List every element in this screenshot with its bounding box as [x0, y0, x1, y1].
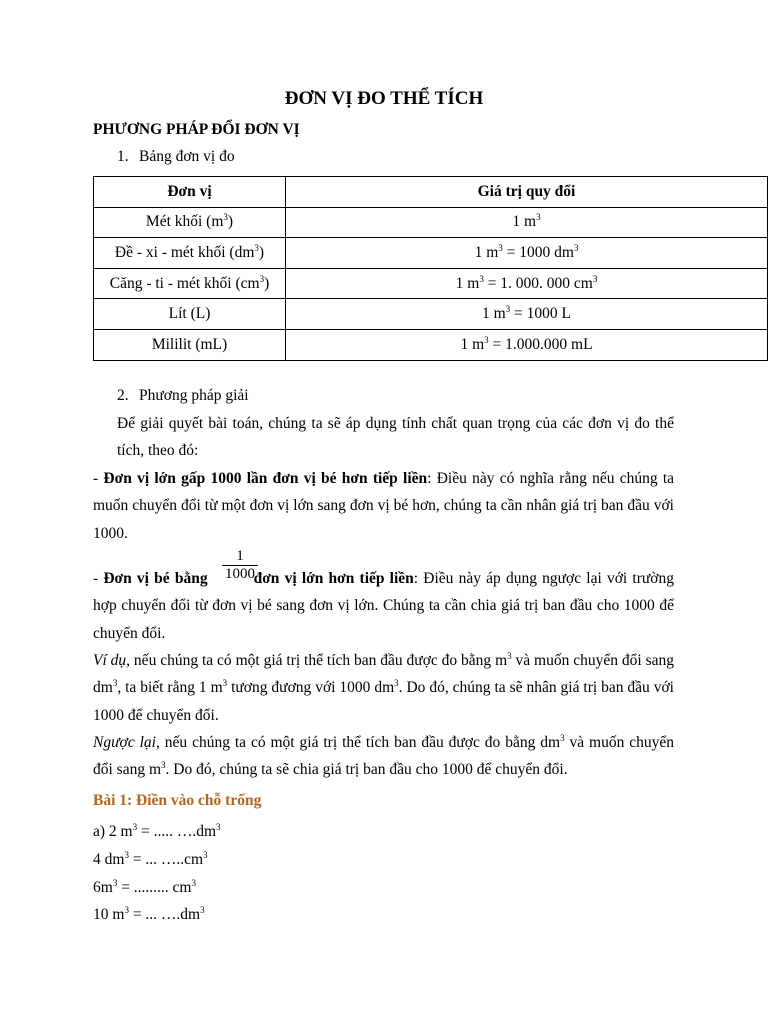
- rule-2-text: : Điều này áp dụng ngược lại với trường hợp chuyển đổi từ đơn vị bé sang đơn vị lớn. Chúng ta cần chia giá trị ban đầu cho 1000 để chuyển đổi.: [93, 570, 674, 642]
- table-header-unit: Đơn vị: [94, 177, 286, 208]
- table-header-value: Giá trị quy đổi: [286, 177, 768, 208]
- intro-paragraph: Để giải quyết bài toán, chúng ta sẽ áp dụng tính chất quan trọng của các đơn vị đo thể tích, theo đó:: [117, 415, 674, 460]
- list-label: Phương pháp giải: [139, 387, 249, 404]
- table-cell: Đề - xi - mét khối $(dm^3)$: [94, 238, 286, 269]
- list-number: 1.: [117, 148, 129, 165]
- exercise-line: a) 2 $m^3$ = ..... $\dots.dm^3$: [93, 821, 221, 840]
- list-item-1: [117, 148, 235, 166]
- example-2-label: Ngược lại,: [93, 734, 160, 751]
- table-cell: 1 $m^3 = 1000$ L: [286, 299, 768, 330]
- table-row: [94, 207, 768, 238]
- rule-2-paragraph: - Đơn vị bé bằng đơn vị lớn hơn tiếp liền: Điều này áp dụng ngược lại với trường hợp chuyển đổi từ đơn vị bé sang đơn vị lớn. Chúng ta cần chia giá trị ban đầu cho 1000 để chuyển đổi.: [93, 570, 674, 642]
- unit-table: [93, 176, 768, 361]
- exercise-line: 4 $dm^3$ = ... $\dots..cm^3$: [93, 849, 208, 868]
- fraction-denominator: 1000: [225, 566, 255, 582]
- table-cell: Căng - ti - mét khối $(cm^3)$: [94, 268, 286, 299]
- list-item-2: [117, 387, 249, 405]
- table-cell: 1 $m^3 = 1000$ $dm^3$: [286, 238, 768, 269]
- table-cell: 1 $m^3 = 1.000.000$ mL: [286, 329, 768, 360]
- table-header-row: [94, 177, 768, 208]
- table-cell: Mét khối $(m^3)$: [94, 207, 286, 238]
- table-row: [94, 299, 768, 330]
- exercise-line: 10 $m^3$ = ... $\dots.dm^3$: [93, 904, 205, 923]
- rule-1-bold: Đơn vị lớn gấp 1000 lần đơn vị bé hơn tiếp liền: [103, 470, 428, 487]
- table-cell: Lít (L): [94, 299, 286, 330]
- rule-2-bold-a: Đơn vị bé bằng: [103, 570, 208, 587]
- exercise-line: $6m^3$ = ......... $cm^3$: [93, 877, 196, 896]
- example-1-label: Ví dụ,: [93, 652, 131, 669]
- list-number: 2.: [117, 387, 129, 404]
- section-heading: PHƯƠNG PHÁP ĐỔI ĐƠN VỊ: [93, 121, 300, 138]
- table-row: [94, 329, 768, 360]
- rule-2-bold-b: đơn vị lớn hơn tiếp liền: [253, 570, 414, 587]
- example-1-paragraph: [93, 647, 674, 729]
- rule-1-text: : Điều này có nghĩa rằng nếu chúng ta muốn chuyển đổi từ một đơn vị lớn sang đơn vị bé hơn, chúng ta cần nhân giá trị ban đầu với 1000.: [93, 470, 675, 542]
- example-2-text: nếu chúng ta có một giá trị thể tích ban đầu được đo bằng $dm^3$ và muốn chuyển đổi sang $m^3$. Do đó, chúng ta sẽ chia giá trị ban đầu cho 1000 để chuyển đổi.: [93, 732, 675, 779]
- list-label: Bảng đơn vị đo: [139, 148, 235, 165]
- example-2-paragraph: [93, 729, 674, 784]
- rule-1-paragraph: - Đơn vị lớn gấp 1000 lần đơn vị bé hơn tiếp liền: Điều này có nghĩa rằng nếu chúng ta muốn chuyển đổi từ một đơn vị lớn sang đơn vị bé hơn, chúng ta cần nhân giá trị ban đầu với 1000.: [93, 470, 675, 542]
- table-row: [94, 268, 768, 299]
- exercise-title: Bài 1: Điền vào chỗ trống: [93, 792, 262, 809]
- table-row: [94, 238, 768, 269]
- fraction-numerator: 1: [222, 548, 258, 566]
- table-cell: 1 $m^3 = 1$. 000. 000 $cm^3$: [286, 268, 768, 299]
- example-1-text: nếu chúng ta có một giá trị thể tích ban đầu được đo bằng $m^3$ và muốn chuyển đổi sang $dm^3$, ta biết rằng 1 $m^3$ tương đương với 1000 $dm^3$. Do đó, chúng ta sẽ nhân giá trị ban đầu với 1000 để chuyển đổi.: [93, 650, 674, 724]
- page-title: ĐƠN VỊ ĐO THỂ TÍCH: [284, 88, 484, 109]
- table-cell: Mililit (mL): [94, 329, 286, 360]
- table-cell: 1 $m^3$: [286, 207, 768, 238]
